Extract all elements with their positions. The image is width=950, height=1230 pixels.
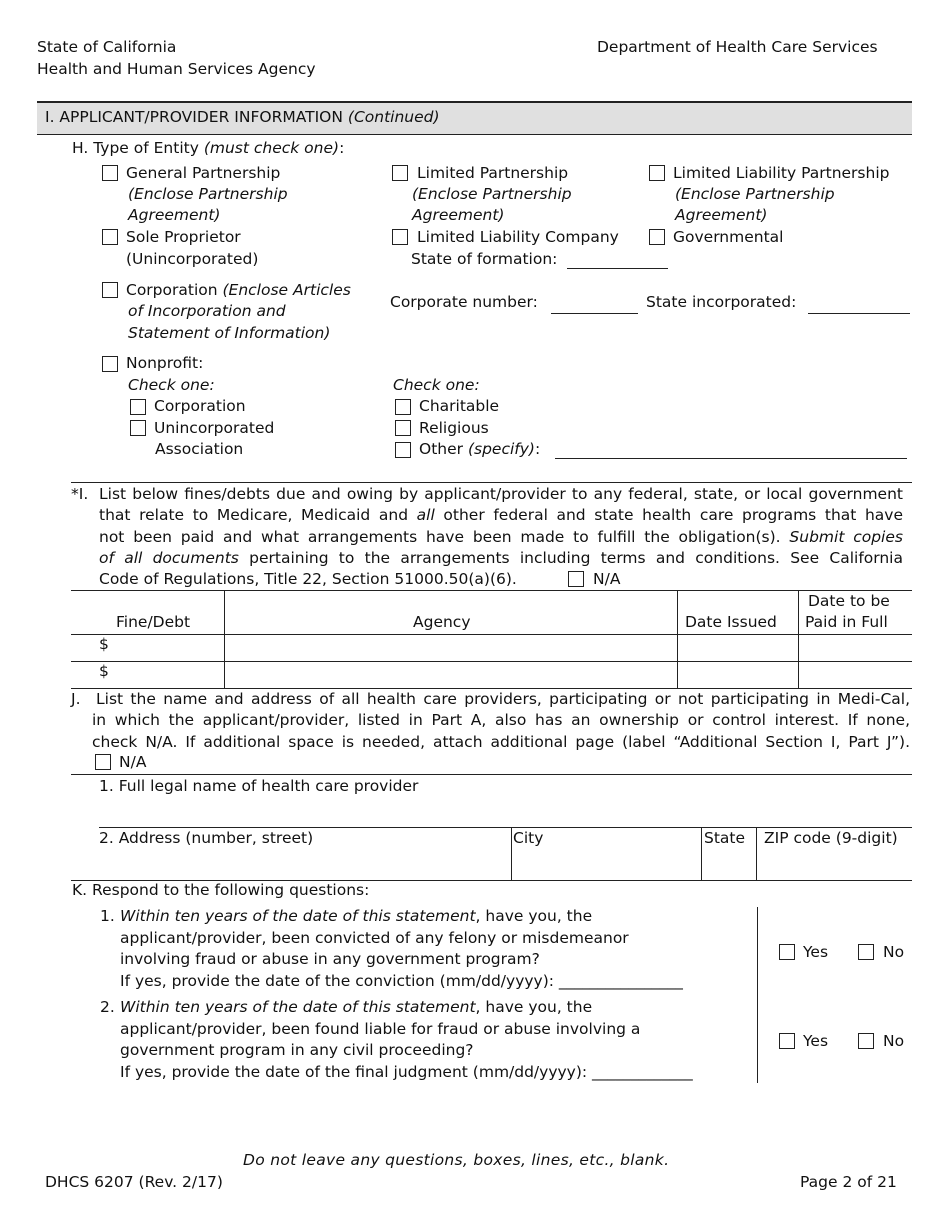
corporation-checkbox[interactable] (102, 282, 118, 298)
q2-yes-label: Yes (803, 1032, 829, 1050)
table-header-date-paid: Paid in Full (805, 613, 888, 631)
lp-note: Agreement) (412, 206, 505, 224)
provider-name-label: 1. Full legal name of health care provider (99, 777, 419, 795)
question-1-text: Within ten years of the date of this statement, have you, the (120, 907, 593, 925)
np-unincorporated-label: Association (155, 440, 244, 458)
table-border (677, 590, 678, 688)
charitable-checkbox[interactable] (395, 399, 411, 415)
llp-checkbox[interactable] (649, 165, 665, 181)
q2-yes-checkbox[interactable] (779, 1033, 795, 1049)
city-label: City (513, 829, 544, 847)
religious-checkbox[interactable] (395, 420, 411, 436)
header-state: State of California (37, 38, 177, 56)
section-i-instructions: List below fines/debts due and owing by applicant/provider to any federal, state, or local government that relate to Medicare, Medicaid and all other federal and state health care programs that have not been paid and what arrangements have been made to fulfill the obligation(s). Submit copies of all documents pertaining to the arrangements including terms and conditions. See California (99, 485, 903, 567)
question-1-date-field[interactable]: If yes, provide the date of the conviction (mm/dd/yyyy): ________________ (120, 972, 683, 990)
table-border (71, 661, 912, 662)
llc-checkbox[interactable] (392, 229, 408, 245)
gp-note: Agreement) (128, 206, 221, 224)
fines-na-label: N/A (593, 570, 621, 588)
question-2-text: applicant/provider, been found liable for fraud or abuse involving a (120, 1020, 641, 1038)
sole-proprietor-label: Sole Proprietor (126, 228, 241, 246)
page-number: Page 2 of 21 (800, 1173, 897, 1191)
question-2-number: 2. (100, 998, 115, 1016)
question-2-text: government program in any civil proceeding? (120, 1041, 474, 1059)
religious-label: Religious (419, 419, 489, 437)
section-j-label: J. (71, 690, 81, 708)
lp-note: (Enclose Partnership (412, 185, 572, 203)
section-j-instructions: List the name and address of all health care providers, participating or not participating in Medi-Cal, in which the applicant/provider, listed in Part A, also has an ownership or control interest. If none, check N/A. If additional space is needed, attach additional page (label “Additional Section I, Part J”). (92, 690, 910, 751)
llc-label: Limited Liability Company (417, 228, 619, 246)
other-checkbox[interactable] (395, 442, 411, 458)
fines-na-checkbox[interactable] (568, 571, 584, 587)
section-i-instructions-last: Code of Regulations, Title 22, Section 51000.50(a)(6). (99, 570, 517, 588)
divider (757, 907, 758, 1083)
corporate-number-field[interactable] (551, 313, 638, 314)
gp-note: (Enclose Partnership (128, 185, 288, 203)
section-i-label: *I. (71, 485, 89, 503)
divider (756, 827, 757, 880)
question-1-text: involving fraud or abuse in any government program? (120, 950, 540, 968)
address-label: 2. Address (number, street) (99, 829, 314, 847)
np-unincorporated-label: Unincorporated (154, 419, 275, 437)
state-incorporated-label: State incorporated: (646, 293, 797, 311)
llp-label: Limited Liability Partnership (673, 164, 890, 182)
q2-no-checkbox[interactable] (858, 1033, 874, 1049)
llp-note: (Enclose Partnership (675, 185, 835, 203)
question-1-number: 1. (100, 907, 115, 925)
limited-partnership-label: Limited Partnership (417, 164, 569, 182)
providers-na-checkbox[interactable] (95, 754, 111, 770)
limited-partnership-checkbox[interactable] (392, 165, 408, 181)
table-border (224, 590, 225, 688)
nonprofit-label: Nonprofit: (126, 354, 204, 372)
check-one-label: Check one: (393, 376, 480, 394)
divider (71, 482, 912, 483)
table-header-date-issued: Date Issued (685, 613, 777, 631)
state-of-formation-label: State of formation: (411, 250, 558, 268)
state-incorporated-field[interactable] (808, 313, 910, 314)
table-header-date-paid: Date to be (808, 592, 890, 610)
question-2-text: Within ten years of the date of this statement, have you, the (120, 998, 593, 1016)
footer-note: Do not leave any questions, boxes, lines, etc., blank. (243, 1151, 670, 1169)
charitable-label: Charitable (419, 397, 500, 415)
np-corporation-label: Corporation (154, 397, 246, 415)
llp-note: Agreement) (675, 206, 768, 224)
divider (71, 774, 912, 775)
section-title: I. APPLICANT/PROVIDER INFORMATION (Continued) (45, 108, 440, 126)
table-cell-fine[interactable]: $ (99, 635, 109, 653)
governmental-checkbox[interactable] (649, 229, 665, 245)
other-label: Other (specify): (419, 440, 541, 458)
general-partnership-label: General Partnership (126, 164, 281, 182)
check-one-label: Check one: (128, 376, 215, 394)
q1-no-label: No (883, 943, 905, 961)
q1-no-checkbox[interactable] (858, 944, 874, 960)
corporation-note: Statement of Information) (128, 324, 331, 342)
divider (511, 827, 512, 880)
nonprofit-checkbox[interactable] (102, 356, 118, 372)
np-unincorporated-checkbox[interactable] (130, 420, 146, 436)
question-1-text: applicant/provider, been convicted of any felony or misdemeanor (120, 929, 629, 947)
header-department: Department of Health Care Services (597, 38, 878, 56)
table-border (71, 634, 912, 635)
table-cell-fine[interactable]: $ (99, 662, 109, 680)
q2-no-label: No (883, 1032, 905, 1050)
header-agency: Health and Human Services Agency (37, 60, 316, 78)
divider (701, 827, 702, 880)
question-2-date-field[interactable]: If yes, provide the date of the final judgment (mm/dd/yyyy): _____________ (120, 1063, 693, 1081)
q1-yes-checkbox[interactable] (779, 944, 795, 960)
sole-proprietor-note: (Unincorporated) (126, 250, 259, 268)
corporation-label: Corporation (Enclose Articles (126, 281, 351, 299)
general-partnership-checkbox[interactable] (102, 165, 118, 181)
form-id: DHCS 6207 (Rev. 2/17) (45, 1173, 223, 1191)
providers-na-label: N/A (119, 753, 147, 771)
table-border (71, 590, 912, 591)
table-header-fine: Fine/Debt (116, 613, 191, 631)
table-border (798, 590, 799, 688)
state-label: State (704, 829, 746, 847)
state-of-formation-field[interactable] (567, 268, 668, 269)
governmental-label: Governmental (673, 228, 784, 246)
np-corporation-checkbox[interactable] (130, 399, 146, 415)
corporate-number-label: Corporate number: (390, 293, 538, 311)
entity-type-label: H. Type of Entity (must check one): (72, 139, 345, 157)
q1-yes-label: Yes (803, 943, 829, 961)
table-header-agency: Agency (413, 613, 471, 631)
zip-label: ZIP code (9-digit) (764, 829, 898, 847)
sole-proprietor-checkbox[interactable] (102, 229, 118, 245)
section-k-label: K. Respond to the following questions: (72, 881, 370, 899)
corporation-note: of Incorporation and (128, 302, 286, 320)
other-specify-field[interactable] (555, 458, 907, 459)
